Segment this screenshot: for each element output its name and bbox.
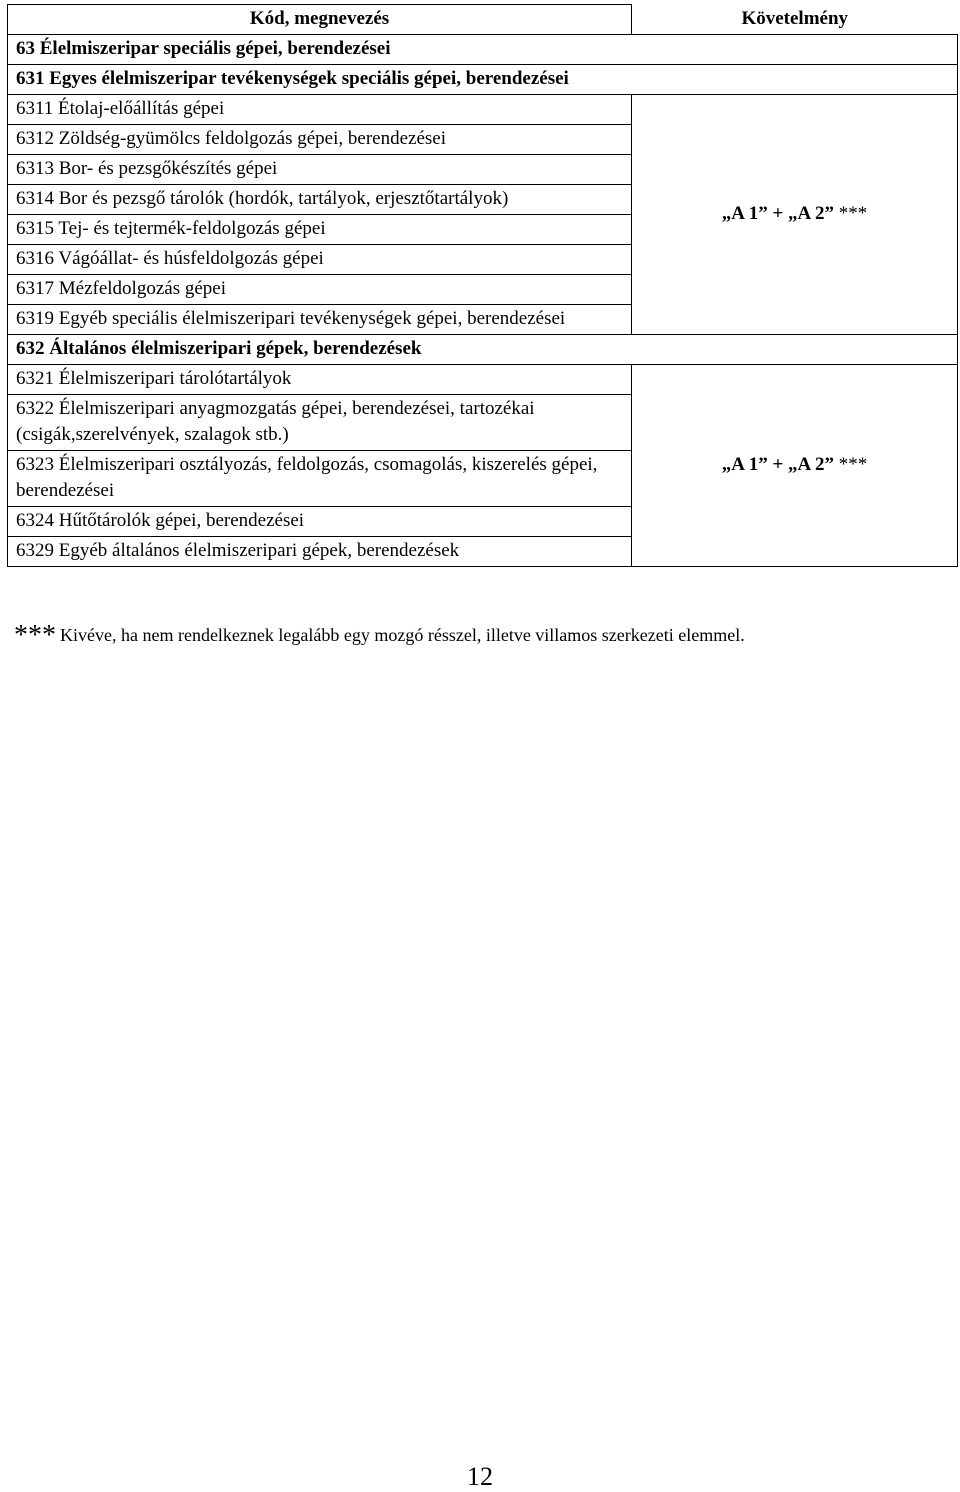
- requirement-stars-2: ***: [838, 454, 868, 475]
- row-6324: 6324 Hűtőtárolók gépei, berendezései: [8, 507, 632, 537]
- row-6329: 6329 Egyéb általános élelmiszeripari gépek, berendezések: [8, 537, 632, 567]
- row-6322: 6322 Élelmiszeripari anyagmozgatás gépei, berendezései, tartozékai (csigák,szerelvények, szalagok stb.): [8, 395, 632, 451]
- table-row: [8, 35, 958, 65]
- table-row: [8, 95, 958, 125]
- table-row: [8, 335, 958, 365]
- page-number: 12: [467, 1462, 493, 1491]
- header-code-name: Kód, megnevezés: [8, 5, 632, 35]
- row-6315: 6315 Tej- és tejtermék-feldolgozás gépei: [8, 215, 632, 245]
- row-6316: 6316 Vágóállat- és húsfeldolgozás gépei: [8, 245, 632, 275]
- row-6321: 6321 Élelmiszeripari tárolótartályok: [8, 365, 632, 395]
- row-6319: 6319 Egyéb speciális élelmiszeripari tevékenységek gépei, berendezései: [8, 305, 632, 335]
- row-6313: 6313 Bor- és pezsgőkészítés gépei: [8, 155, 632, 185]
- row-6314: 6314 Bor és pezsgő tárolók (hordók, tartályok, erjesztőtartályok): [8, 185, 632, 215]
- footnote-text: Kivéve, ha nem rendelkeznek legalább egy mozgó résszel, illetve villamos szerkezeti elemmel.: [60, 625, 745, 645]
- table-row: [8, 65, 958, 95]
- footnote: [14, 620, 944, 652]
- requirements-table: [7, 4, 958, 567]
- table-row: [8, 365, 958, 395]
- requirement-label-1: „A 1” + „A 2”: [721, 203, 834, 224]
- row-631: 631 Egyes élelmiszeripar tevékenységek speciális gépei, berendezései: [8, 65, 958, 95]
- requirement-cell-group-2: [632, 365, 958, 567]
- header-requirement: Követelmény: [632, 5, 958, 35]
- row-6311: 6311 Étolaj-előállítás gépei: [8, 95, 632, 125]
- requirement-stars-1: ***: [838, 203, 868, 224]
- row-6317: 6317 Mézfeldolgozás gépei: [8, 275, 632, 305]
- row-632: 632 Általános élelmiszeripari gépek, berendezések: [8, 335, 958, 365]
- requirement-label-2: „A 1” + „A 2”: [721, 454, 834, 475]
- table-header-row: [8, 5, 958, 35]
- row-63: 63 Élelmiszeripar speciális gépei, berendezései: [8, 35, 958, 65]
- footnote-marker: ***: [14, 620, 56, 651]
- requirement-cell-group-1: [632, 95, 958, 335]
- row-6312: 6312 Zöldség-gyümölcs feldolgozás gépei, berendezései: [8, 125, 632, 155]
- row-6323: 6323 Élelmiszeripari osztályozás, feldolgozás, csomagolás, kiszerelés gépei, berendezései: [8, 451, 632, 507]
